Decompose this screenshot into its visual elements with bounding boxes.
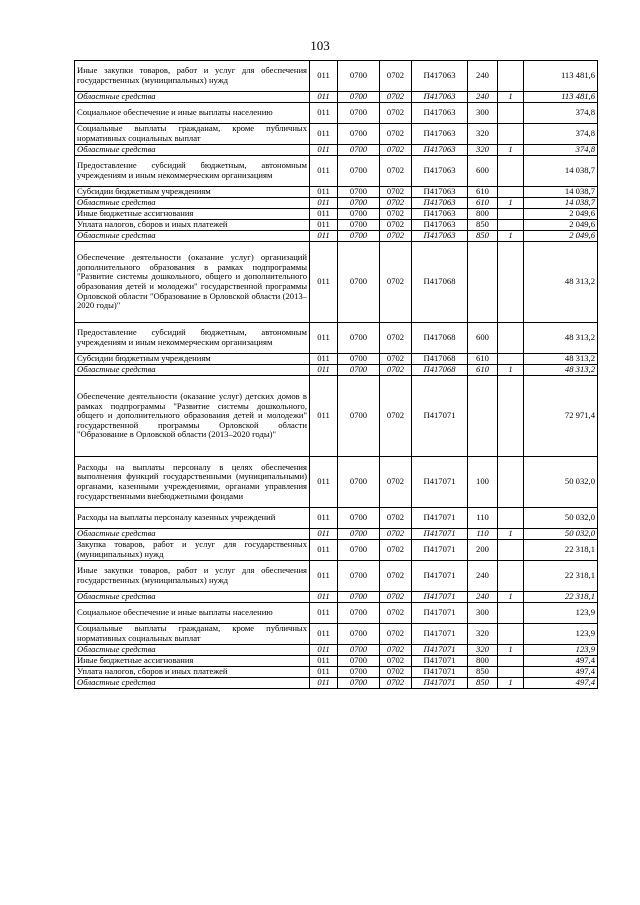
row-amount: 22 318,1 [524,561,598,592]
row-rz-code: 0700 [338,603,380,624]
row-gr-code: 011 [310,645,338,656]
row-vr-code: 600 [468,323,498,354]
row-gr-code: 011 [310,187,338,198]
row-name: Закупка товаров, работ и услуг для государственных (муниципальных) нужд [75,540,310,561]
row-cs-code: П417063 [412,198,468,209]
row-vr-code: 240 [468,61,498,92]
row-pr-code: 0702 [380,592,412,603]
row-name: Иные бюджетные ассигнования [75,209,310,220]
row-gr-code: 011 [310,220,338,231]
row-rz-code: 0700 [338,220,380,231]
row-cs-code: П417063 [412,231,468,242]
row-gr-code: 011 [310,323,338,354]
row-amount: 2 049,6 [524,220,598,231]
row-pr-code: 0702 [380,242,412,323]
row-source-code: 1 [498,365,524,376]
row-rz-code: 0700 [338,156,380,187]
table-row [75,220,598,231]
row-gr-code: 011 [310,124,338,145]
table-row [75,376,598,457]
row-source-code [498,242,524,323]
row-pr-code: 0702 [380,645,412,656]
table-row [75,678,598,689]
row-cs-code: П417063 [412,61,468,92]
row-amount: 374,8 [524,145,598,156]
row-source-code [498,656,524,667]
table-row [75,354,598,365]
row-cs-code: П417071 [412,656,468,667]
row-gr-code: 011 [310,624,338,645]
row-pr-code: 0702 [380,540,412,561]
row-name: Иные бюджетные ассигнования [75,656,310,667]
row-name: Субсидии бюджетным учреждениям [75,354,310,365]
table-row [75,592,598,603]
row-cs-code: П417071 [412,678,468,689]
row-vr-code: 600 [468,156,498,187]
row-source-code: 1 [498,92,524,103]
row-pr-code: 0702 [380,231,412,242]
row-cs-code: П417071 [412,457,468,508]
row-source-code [498,667,524,678]
row-source-code [498,209,524,220]
row-pr-code: 0702 [380,198,412,209]
row-cs-code: П417063 [412,209,468,220]
row-name: Субсидии бюджетным учреждениям [75,187,310,198]
row-name: Областные средства [75,645,310,656]
row-gr-code: 011 [310,242,338,323]
table-row [75,231,598,242]
row-vr-code: 320 [468,645,498,656]
row-gr-code: 011 [310,156,338,187]
row-vr-code [468,376,498,457]
row-pr-code: 0702 [380,156,412,187]
row-rz-code: 0700 [338,209,380,220]
row-pr-code: 0702 [380,220,412,231]
row-pr-code: 0702 [380,603,412,624]
row-gr-code: 011 [310,198,338,209]
row-rz-code: 0700 [338,508,380,529]
row-pr-code: 0702 [380,187,412,198]
table-row [75,529,598,540]
row-source-code: 1 [498,645,524,656]
row-vr-code: 610 [468,187,498,198]
row-rz-code: 0700 [338,540,380,561]
row-name: Социальное обеспечение и иные выплаты населению [75,103,310,124]
row-name: Уплата налогов, сборов и иных платежей [75,220,310,231]
row-name: Социальное обеспечение и иные выплаты населению [75,603,310,624]
row-amount: 50 032,0 [524,508,598,529]
row-source-code [498,354,524,365]
row-gr-code: 011 [310,656,338,667]
row-rz-code: 0700 [338,667,380,678]
row-source-code: 1 [498,529,524,540]
row-source-code [498,103,524,124]
row-vr-code: 110 [468,529,498,540]
row-rz-code: 0700 [338,103,380,124]
row-vr-code: 800 [468,209,498,220]
row-rz-code: 0700 [338,198,380,209]
row-amount: 72 971,4 [524,376,598,457]
table-row [75,92,598,103]
row-source-code [498,508,524,529]
table-row [75,198,598,209]
row-name: Иные закупки товаров, работ и услуг для обеспечения государственных (муниципальных) нужд [75,561,310,592]
table-row [75,145,598,156]
row-cs-code: П417063 [412,124,468,145]
row-cs-code: П417068 [412,365,468,376]
row-rz-code: 0700 [338,92,380,103]
table-row [75,124,598,145]
row-name: Областные средства [75,198,310,209]
row-vr-code: 610 [468,365,498,376]
row-pr-code: 0702 [380,145,412,156]
table-row [75,667,598,678]
row-cs-code: П417071 [412,645,468,656]
table-row [75,209,598,220]
row-pr-code: 0702 [380,678,412,689]
row-name: Обеспечение деятельности (оказание услуг) детских домов в рамках подпрограммы "Развитие системы дошкольного, общего и дополнительного образования детей и молодежи" государственной программы Орловской области "Образование в Орловской области (2013–2020 годы)" [75,376,310,457]
row-rz-code: 0700 [338,678,380,689]
row-vr-code: 200 [468,540,498,561]
row-amount: 48 313,2 [524,365,598,376]
row-name: Областные средства [75,529,310,540]
row-source-code [498,540,524,561]
table-row [75,656,598,667]
row-vr-code: 850 [468,220,498,231]
table-row [75,61,598,92]
table-row [75,365,598,376]
row-gr-code: 011 [310,354,338,365]
table-row [75,603,598,624]
row-vr-code: 240 [468,561,498,592]
row-vr-code: 850 [468,678,498,689]
row-vr-code: 800 [468,656,498,667]
row-gr-code: 011 [310,678,338,689]
row-name: Иные закупки товаров, работ и услуг для обеспечения государственных (муниципальных) нужд [75,61,310,92]
row-vr-code [468,242,498,323]
row-pr-code: 0702 [380,624,412,645]
row-vr-code: 110 [468,508,498,529]
row-vr-code: 610 [468,198,498,209]
row-cs-code: П417071 [412,561,468,592]
row-rz-code: 0700 [338,187,380,198]
row-source-code [498,376,524,457]
row-source-code [498,156,524,187]
row-gr-code: 011 [310,61,338,92]
row-rz-code: 0700 [338,145,380,156]
row-source-code [498,61,524,92]
row-rz-code: 0700 [338,323,380,354]
row-rz-code: 0700 [338,645,380,656]
row-cs-code: П417071 [412,667,468,678]
row-vr-code: 300 [468,603,498,624]
row-rz-code: 0700 [338,124,380,145]
row-pr-code: 0702 [380,323,412,354]
row-amount: 113 481,6 [524,92,598,103]
row-source-code [498,323,524,354]
row-vr-code: 100 [468,457,498,508]
row-name: Областные средства [75,92,310,103]
row-name: Областные средства [75,678,310,689]
row-vr-code: 300 [468,103,498,124]
row-source-code: 1 [498,145,524,156]
row-cs-code: П417071 [412,592,468,603]
row-amount: 48 313,2 [524,354,598,365]
row-cs-code: П417063 [412,92,468,103]
row-name: Областные средства [75,592,310,603]
row-pr-code: 0702 [380,508,412,529]
row-rz-code: 0700 [338,61,380,92]
row-gr-code: 011 [310,529,338,540]
row-rz-code: 0700 [338,624,380,645]
row-cs-code: П417063 [412,220,468,231]
row-gr-code: 011 [310,457,338,508]
row-source-code: 1 [498,198,524,209]
row-pr-code: 0702 [380,103,412,124]
row-rz-code: 0700 [338,656,380,667]
table-row [75,187,598,198]
row-name: Социальные выплаты гражданам, кроме публичных нормативных социальных выплат [75,124,310,145]
row-gr-code: 011 [310,508,338,529]
table-row [75,156,598,187]
row-gr-code: 011 [310,561,338,592]
row-source-code [498,124,524,145]
page-number: 103 [310,38,330,53]
row-name: Областные средства [75,365,310,376]
row-cs-code: П417068 [412,354,468,365]
row-rz-code: 0700 [338,242,380,323]
row-amount: 2 049,6 [524,231,598,242]
row-amount: 497,4 [524,667,598,678]
row-cs-code: П417071 [412,508,468,529]
row-amount: 497,4 [524,656,598,667]
row-pr-code: 0702 [380,124,412,145]
table-row [75,645,598,656]
row-cs-code: П417071 [412,624,468,645]
row-rz-code: 0700 [338,376,380,457]
row-name: Обеспечение деятельности (оказание услуг) организаций дополнительного образования в рамках подпрограммы "Развитие системы дошкольного, общего и дополнительного образования детей и молодежи" государственной программы Орловской области "Образование в Орловской области (2013–2020 годы)" [75,242,310,323]
row-amount: 123,9 [524,624,598,645]
row-amount: 123,9 [524,645,598,656]
row-pr-code: 0702 [380,365,412,376]
row-source-code [498,561,524,592]
row-rz-code: 0700 [338,354,380,365]
row-rz-code: 0700 [338,365,380,376]
row-pr-code: 0702 [380,61,412,92]
row-amount: 123,9 [524,603,598,624]
row-cs-code: П417071 [412,529,468,540]
row-source-code [498,220,524,231]
table-row [75,457,598,508]
budget-table [74,60,598,689]
row-vr-code: 240 [468,92,498,103]
row-amount: 50 032,0 [524,529,598,540]
row-name: Социальные выплаты гражданам, кроме публичных нормативных социальных выплат [75,624,310,645]
row-vr-code: 320 [468,624,498,645]
row-source-code [498,603,524,624]
row-amount: 113 481,6 [524,61,598,92]
table-row [75,624,598,645]
row-vr-code: 610 [468,354,498,365]
row-pr-code: 0702 [380,561,412,592]
row-vr-code: 240 [468,592,498,603]
row-pr-code: 0702 [380,92,412,103]
table-row [75,561,598,592]
row-amount: 14 038,7 [524,187,598,198]
row-gr-code: 011 [310,540,338,561]
row-source-code: 1 [498,231,524,242]
row-rz-code: 0700 [338,529,380,540]
row-gr-code: 011 [310,145,338,156]
row-pr-code: 0702 [380,529,412,540]
row-name: Расходы на выплаты персоналу казенных учреждений [75,508,310,529]
row-name: Уплата налогов, сборов и иных платежей [75,667,310,678]
row-rz-code: 0700 [338,561,380,592]
row-vr-code: 320 [468,145,498,156]
row-gr-code: 011 [310,92,338,103]
row-amount: 497,4 [524,678,598,689]
row-amount: 14 038,7 [524,156,598,187]
row-pr-code: 0702 [380,656,412,667]
row-source-code [498,624,524,645]
row-name: Областные средства [75,145,310,156]
table-row [75,540,598,561]
row-amount: 48 313,2 [524,323,598,354]
row-amount: 14 038,7 [524,198,598,209]
row-source-code: 1 [498,592,524,603]
row-cs-code: П417063 [412,103,468,124]
row-cs-code: П417071 [412,376,468,457]
row-gr-code: 011 [310,365,338,376]
row-amount: 2 049,6 [524,209,598,220]
row-cs-code: П417071 [412,540,468,561]
row-cs-code: П417068 [412,323,468,354]
row-cs-code: П417063 [412,156,468,187]
row-amount: 50 032,0 [524,457,598,508]
row-cs-code: П417068 [412,242,468,323]
row-gr-code: 011 [310,667,338,678]
row-source-code [498,187,524,198]
row-cs-code: П417063 [412,187,468,198]
row-vr-code: 320 [468,124,498,145]
row-name: Областные средства [75,231,310,242]
row-gr-code: 011 [310,603,338,624]
row-rz-code: 0700 [338,457,380,508]
row-cs-code: П417071 [412,603,468,624]
table-row [75,323,598,354]
row-cs-code: П417063 [412,145,468,156]
row-gr-code: 011 [310,231,338,242]
row-source-code: 1 [498,678,524,689]
row-rz-code: 0700 [338,592,380,603]
row-vr-code: 850 [468,231,498,242]
row-amount: 48 313,2 [524,242,598,323]
row-source-code [498,457,524,508]
row-pr-code: 0702 [380,457,412,508]
row-pr-code: 0702 [380,354,412,365]
row-amount: 374,8 [524,124,598,145]
row-gr-code: 011 [310,209,338,220]
row-name: Предоставление субсидий бюджетным, автономным учреждениям и иным некоммерческим организациям [75,323,310,354]
row-amount: 374,8 [524,103,598,124]
row-name: Предоставление субсидий бюджетным, автономным учреждениям и иным некоммерческим организациям [75,156,310,187]
table-row [75,242,598,323]
row-pr-code: 0702 [380,376,412,457]
table-row [75,508,598,529]
table-row [75,103,598,124]
row-gr-code: 011 [310,376,338,457]
row-name: Расходы на выплаты персоналу в целях обеспечения выполнения функций государственными (муниципальными) органами, казенными учреждениями, органами управления государственными внебюджетными фондами [75,457,310,508]
row-vr-code: 850 [468,667,498,678]
row-pr-code: 0702 [380,667,412,678]
row-amount: 22 318,1 [524,540,598,561]
row-pr-code: 0702 [380,209,412,220]
row-amount: 22 318,1 [524,592,598,603]
row-rz-code: 0700 [338,231,380,242]
row-gr-code: 011 [310,592,338,603]
row-gr-code: 011 [310,103,338,124]
